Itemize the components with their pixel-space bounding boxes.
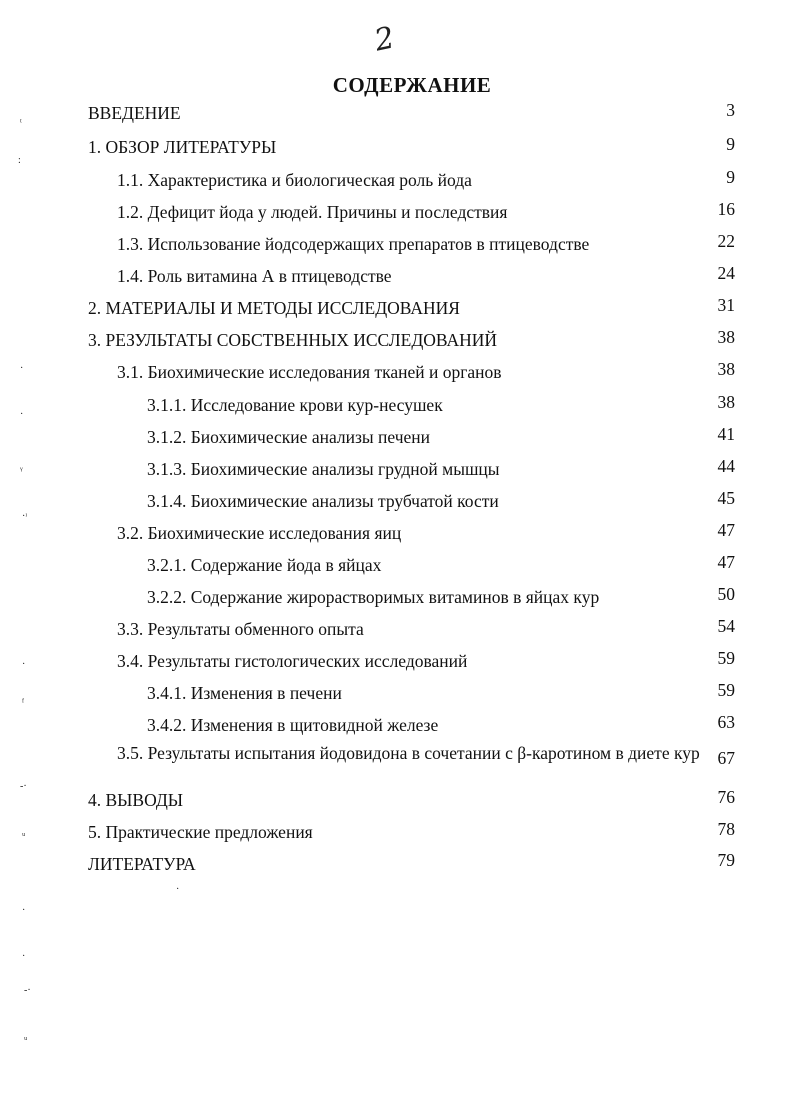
toc-entry-1-4: 1.4. Роль витамина А в птицеводстве bbox=[117, 266, 392, 286]
scan-mark: ᵞ bbox=[20, 465, 23, 476]
toc-page-number: 76 bbox=[717, 787, 735, 807]
toc-page-number: 79 bbox=[717, 850, 735, 870]
toc-entry-1-2: 1.2. Дефицит йода у людей. Причины и последствия bbox=[117, 202, 508, 222]
handwritten-page-number: 2 bbox=[371, 20, 398, 59]
toc-page-number: 47 bbox=[717, 552, 735, 572]
scan-mark: -· bbox=[24, 985, 31, 996]
toc-page-number: 38 bbox=[717, 327, 735, 347]
toc-entry-1-1: 1.1. Характеристика и биологическая роль йода bbox=[117, 170, 472, 190]
toc-entry-recommendations: 5. Практические предложения bbox=[88, 822, 313, 842]
toc-page-number: 22 bbox=[717, 231, 735, 251]
toc-page-number: 67 bbox=[717, 748, 735, 768]
toc-page-number: 45 bbox=[717, 488, 735, 508]
toc-page-number: 38 bbox=[717, 392, 735, 412]
toc-page-number: 78 bbox=[717, 819, 735, 839]
toc-entry-3-2: 3.2. Биохимические исследования яиц bbox=[117, 523, 402, 543]
scan-mark: · bbox=[176, 884, 180, 895]
scan-mark: · bbox=[20, 409, 24, 420]
toc-page-number: 31 bbox=[717, 295, 735, 315]
scan-mark: · bbox=[20, 363, 24, 374]
toc-page-number: 9 bbox=[726, 134, 735, 154]
toc-entry-3-4: 3.4. Результаты гистологических исследований bbox=[117, 651, 468, 671]
toc-entry-3-4-1: 3.4.1. Изменения в печени bbox=[147, 683, 342, 703]
scan-mark: -· bbox=[20, 781, 27, 792]
scan-mark: : bbox=[18, 155, 21, 166]
toc-entry-3-5: 3.5. Результаты испытания йодовидона в сочетании с β-каротином в диете кур bbox=[117, 743, 700, 763]
scan-mark: ᵤ bbox=[22, 827, 26, 838]
toc-page-number: 24 bbox=[717, 263, 735, 283]
toc-page-number: 38 bbox=[717, 359, 735, 379]
scan-mark: ·ᶦ bbox=[22, 511, 27, 522]
toc-page-number: 41 bbox=[717, 424, 735, 444]
toc-entry-3-2-2: 3.2.2. Содержание жирорастворимых витаминов в яйцах кур bbox=[147, 587, 600, 607]
toc-entry-3-3: 3.3. Результаты обменного опыта bbox=[117, 619, 364, 639]
toc-entry-references: ЛИТЕРАТУРА bbox=[88, 854, 196, 874]
scan-mark: ᶠ bbox=[22, 697, 25, 708]
toc-page-number: 44 bbox=[717, 456, 735, 476]
scan-mark: · bbox=[22, 659, 26, 670]
toc-page-number: 16 bbox=[717, 199, 735, 219]
toc-entry-introduction: ВВЕДЕНИЕ bbox=[88, 103, 181, 123]
scan-mark: · bbox=[22, 905, 26, 916]
toc-page-number: 3 bbox=[726, 100, 735, 120]
toc-page-number: 9 bbox=[726, 167, 735, 187]
toc-entry-3-1: 3.1. Биохимические исследования тканей и органов bbox=[117, 362, 502, 382]
toc-page-number: 59 bbox=[717, 680, 735, 700]
scan-mark: ᵤ bbox=[24, 1031, 28, 1042]
scan-mark: ᵗ bbox=[20, 117, 22, 128]
page-title: СОДЕРЖАНИЕ bbox=[332, 73, 492, 97]
toc-page-number: 59 bbox=[717, 648, 735, 668]
toc-entry-3-1-4: 3.1.4. Биохимические анализы трубчатой кости bbox=[147, 491, 499, 511]
toc-entry-3-2-1: 3.2.1. Содержание йода в яйцах bbox=[147, 555, 382, 575]
toc-page-number: 47 bbox=[717, 520, 735, 540]
toc-entry-materials-methods: 2. МАТЕРИАЛЫ И МЕТОДЫ ИССЛЕДОВАНИЯ bbox=[88, 298, 460, 318]
toc-entry-conclusions: 4. ВЫВОДЫ bbox=[88, 790, 184, 810]
scan-mark: · bbox=[22, 951, 26, 962]
toc-entry-3-4-2: 3.4.2. Изменения в щитовидной железе bbox=[147, 715, 439, 735]
toc-entry-3-1-2: 3.1.2. Биохимические анализы печени bbox=[147, 427, 431, 447]
toc-entry-3-1-3: 3.1.3. Биохимические анализы грудной мышцы bbox=[147, 459, 500, 479]
toc-page-number: 54 bbox=[717, 616, 735, 636]
toc-entry-3-1-1: 3.1.1. Исследование крови кур-несушек bbox=[147, 395, 443, 415]
toc-entry-1-3: 1.3. Использование йодсодержащих препаратов в птицеводстве bbox=[117, 234, 590, 254]
toc-page-number: 50 bbox=[717, 584, 735, 604]
toc-page-number: 63 bbox=[717, 712, 735, 732]
toc-entry-results: 3. РЕЗУЛЬТАТЫ СОБСТВЕННЫХ ИССЛЕДОВАНИЙ bbox=[88, 330, 498, 350]
toc-entry-literature-review: 1. ОБЗОР ЛИТЕРАТУРЫ bbox=[88, 137, 277, 157]
